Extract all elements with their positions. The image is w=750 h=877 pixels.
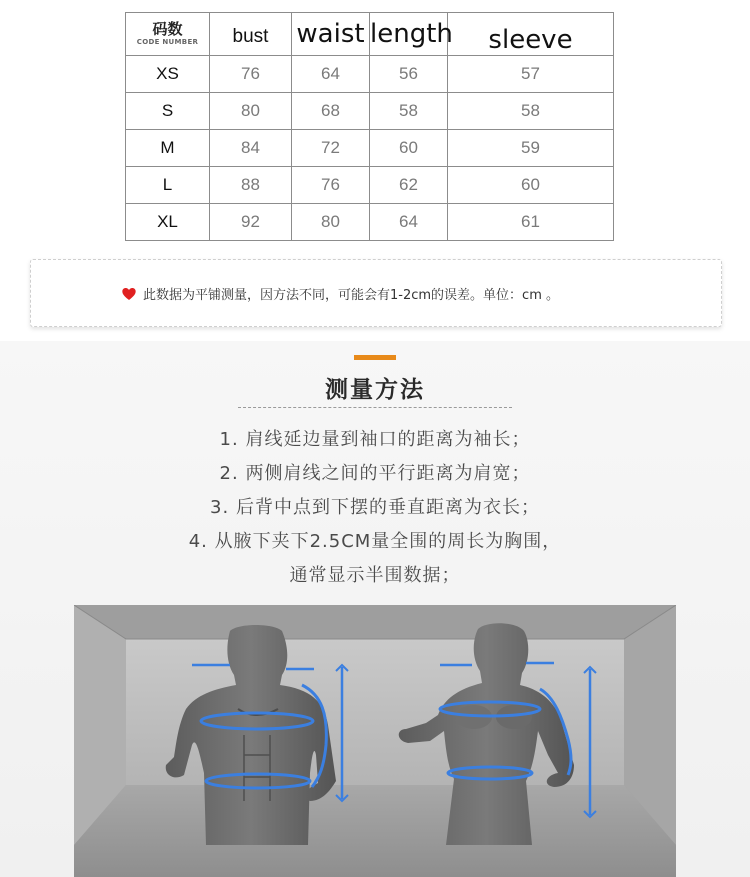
- note-text: 此数据为平铺测量，因方法不同，可能会有1-2cm的误差。单位：cm 。: [143, 288, 559, 303]
- table-row: [126, 130, 614, 167]
- sleeve-cell: 58: [448, 93, 614, 130]
- title-divider: [238, 407, 512, 408]
- size-cell: L: [126, 167, 210, 204]
- bust-cell: 80: [210, 93, 292, 130]
- waist-cell: 68: [292, 93, 370, 130]
- size-cell: XL: [126, 204, 210, 241]
- waist-cell: 64: [292, 56, 370, 93]
- measurement-note: [121, 284, 559, 303]
- measurement-illustration: [74, 605, 676, 877]
- code-number-header: [126, 13, 210, 56]
- waist-cell: 76: [292, 167, 370, 204]
- waist-cell: 72: [292, 130, 370, 167]
- size-cell: S: [126, 93, 210, 130]
- length-cell: 56: [370, 56, 448, 93]
- length-cell: 60: [370, 130, 448, 167]
- instruction-line-5: 通常显示半围数据；: [289, 565, 461, 586]
- size-cell: M: [126, 130, 210, 167]
- instruction-line-4: 4. 从腋下夹下2.5CM量全围的周长为胸围，: [188, 531, 562, 552]
- length-cell: 64: [370, 204, 448, 241]
- column-header-waist: waist: [292, 13, 370, 56]
- instruction-line-2: 2. 两侧肩线之间的平行距离为肩宽；: [219, 463, 531, 484]
- sleeve-cell: 57: [448, 56, 614, 93]
- length-cell: 58: [370, 93, 448, 130]
- table-header-row: [126, 13, 614, 56]
- bust-cell: 92: [210, 204, 292, 241]
- code-label-cn: 码数: [152, 20, 183, 38]
- instruction-line-1: 1. 肩线延边量到袖口的距离为袖长；: [219, 429, 531, 450]
- sleeve-cell: 61: [448, 204, 614, 241]
- bust-cell: 88: [210, 167, 292, 204]
- section-title: 测量方法: [325, 377, 425, 403]
- size-table: [125, 12, 614, 241]
- sleeve-cell: 59: [448, 130, 614, 167]
- length-cell: 62: [370, 167, 448, 204]
- table-row: [126, 204, 614, 241]
- table-row: [126, 56, 614, 93]
- bust-cell: 76: [210, 56, 292, 93]
- accent-bar: [354, 355, 396, 360]
- code-label-en: CODE NUMBER: [136, 38, 199, 46]
- bust-cell: 84: [210, 130, 292, 167]
- waist-cell: 80: [292, 204, 370, 241]
- table-row: [126, 93, 614, 130]
- column-header-bust: bust: [210, 13, 292, 56]
- column-header-sleeve: sleeve: [448, 13, 614, 56]
- table-row: [126, 167, 614, 204]
- size-cell: XS: [126, 56, 210, 93]
- column-header-length: length: [370, 13, 448, 56]
- measurement-note-box: [30, 259, 722, 327]
- sleeve-cell: 60: [448, 167, 614, 204]
- heart-icon: [121, 286, 137, 302]
- measurement-method-section: [0, 341, 750, 877]
- instruction-line-3: 3. 后背中点到下摆的垂直距离为衣长；: [210, 497, 540, 518]
